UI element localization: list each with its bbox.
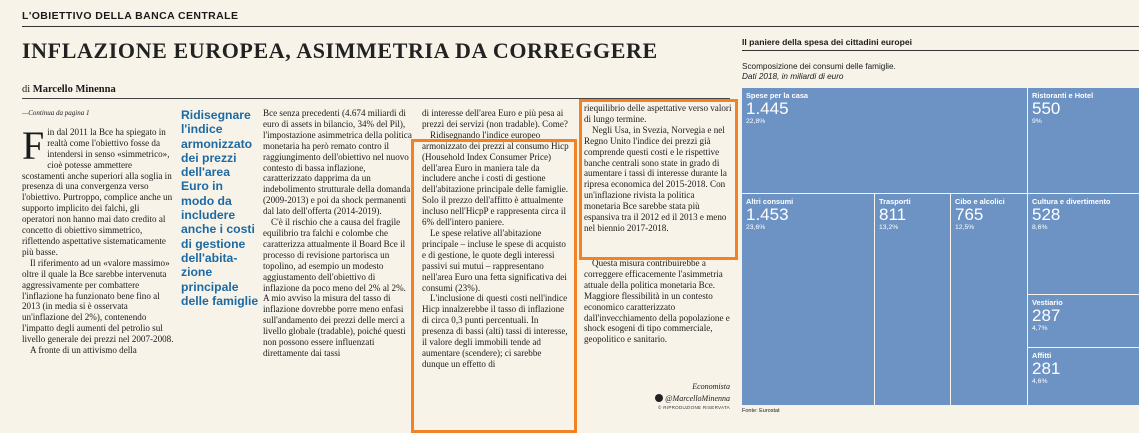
tile-share: 8,6% <box>1032 224 1048 231</box>
article-paragraph: di interesse dell'area Euro e più pesa ai prezzi dei servizi (non tradable). Come? <box>422 108 568 129</box>
tile-value: 550 <box>1032 99 1061 118</box>
treemap-tile <box>1028 348 1139 405</box>
graphic-title: Il paniere della spesa dei cittadini europei <box>742 37 913 47</box>
article-paragraph: riequilibrio delle aspettative verso valori di lungo termine. <box>584 103 732 124</box>
continued-note: —Continua da pagina 1 <box>22 109 90 117</box>
article-column-3 <box>263 108 413 428</box>
drop-cap: F <box>22 122 45 168</box>
treemap-tile <box>742 194 874 405</box>
author-role: Economista <box>692 382 730 391</box>
tile-value: 1.453 <box>746 205 789 224</box>
article-paragraph <box>22 122 174 258</box>
article-column-5-bottom <box>584 258 732 378</box>
highlight-box-usa <box>579 99 738 260</box>
article-paragraph: Ridisegnando l'indice europeo armonizzato dei prezzi al consumo Hicp (Household Index Consumer Price) dell'area Euro in maniera tale da includere anche i costi di gestione dell'abitazione principale delle famiglie. Solo il prezzo dell'affitto è attualmente incluso nell'HicpP e rappresenta circa il 6% dell'intero paniere. <box>422 129 569 228</box>
author-handle[interactable]: @MarcelloMinenna <box>655 394 730 403</box>
treemap-tile <box>875 194 950 405</box>
tile-label: Cibo e alcolici <box>955 197 1005 206</box>
tile-label: Affitti <box>1032 351 1052 360</box>
tile-label: Trasporti <box>879 197 911 206</box>
article-paragraph: Le spese relative all'abitazione principale – incluse le spese di acquisto e di gestione, le quote degli interessi passivi sui mutui – rappresentano nell'area Euro una fetta significativa dei consumi (23%). <box>422 227 567 293</box>
article-column-1 <box>22 108 174 428</box>
graphic-divider <box>742 50 1139 51</box>
treemap-tile <box>951 194 1027 405</box>
tile-label: Ristoranti e Hotel <box>1032 91 1094 100</box>
social-icon <box>655 394 663 402</box>
tile-share: 23,6% <box>746 224 766 231</box>
tile-share: 4,7% <box>1032 325 1048 332</box>
treemap-tile <box>1028 88 1139 193</box>
tile-value: 811 <box>879 205 907 224</box>
tile-share: 12,5% <box>955 224 975 231</box>
tile-value: 287 <box>1032 306 1061 325</box>
byline-prefix: di <box>22 84 31 95</box>
tile-label: Cultura e divertimento <box>1032 197 1111 206</box>
pull-quote: Ridisegnare l'indice armonizzato dei prezzi dell'area Euro in modo da includere anche i costi di gestione dell'abita- zione principale delle famiglie <box>181 108 259 308</box>
highlight-box-hicp <box>411 139 577 433</box>
tile-label: Spese per la casa <box>746 91 809 100</box>
treemap-tile <box>742 88 1027 193</box>
tile-label: Vestiario <box>1032 298 1063 307</box>
author-name: Marcello Minenna <box>32 84 116 95</box>
treemap-tile <box>1028 194 1139 294</box>
tile-share: 4,6% <box>1032 378 1048 385</box>
article-paragraph: Negli Usa, in Svezia, Norvegia e nel Regno Unito l'indice dei prezzi già comprende questi costi e le rispettive banche centrali sono state in grado di aumentare i tassi di interesse durante la ripresa economica del 2015-2018. Con un'inflazione rivista la politica monetaria Bce sarebbe stata più espansiva tra il 2012 ed il 2013 e meno nel biennio 2017-2018. <box>584 124 727 233</box>
section-kicker: L'OBIETTIVO DELLA BANCA CENTRALE <box>22 10 239 22</box>
article-paragraph: Questa misura contribuirebbe a correggere efficacemente l'asimmetria attuale della politica monetaria Bce. Maggiore flessibilità in un contesto economico caratterizzato dall'invecchiamento della popolazione e shock esogeni di tipo commerciale, geopolitico e sanitario. <box>584 258 730 345</box>
article-paragraph: Bce senza precedenti (4.674 miliardi di euro di assets in bilancio, 34% del Pil), l'impostazione asimmetrica della politica monetaria ha però remato contro il raggiungimento dell'obiettivo nel nuovo contesto di bassa inflazione, caratterizzato dapprima da un indebolimento strutturale della domanda (2009-2013) e poi da shock permanenti dal lato dell'offerta (2014-2019). <box>263 108 412 217</box>
tile-share: 22,8% <box>746 118 766 125</box>
graphic-unit-note: Dati 2018, in miliardi di euro <box>742 72 844 81</box>
article-paragraph: L'inclusione di questi costi nell'indice Hicp innalzerebbe il tasso di inflazione di circa 0,3 punti percentuali. In presenza di bassi (alti) tassi di interesse, il valore degli immobili tende ad aumentare (scendere); ci sarebbe dunque un effetto di <box>422 293 568 369</box>
article-paragraph: C'è il rischio che a causa del fragile equilibrio tra falchi e colombe che caratterizza attualmente il Board Bce il processo di revisione partorisca un topolino, ad esempio un modesto aggiustamento dell'obiettivo di inflazione da poco meno del 2% al 2%. A mio avviso la misura del tasso di inflazione dovrebbe porre meno enfasi sull'andamento dei prezzi delle merci a livello globale (tradable), poiché questi non possono essere influenzati direttamente dai tassi <box>263 217 406 358</box>
tile-label: Altri consumi <box>746 197 794 206</box>
tile-value: 528 <box>1032 205 1061 224</box>
article-headline: INFLAZIONE EUROPEA, ASIMMETRIA DA CORREGGERE <box>22 38 658 63</box>
tile-value: 1.445 <box>746 99 789 118</box>
treemap-tile <box>1028 295 1139 347</box>
byline <box>22 84 116 95</box>
paragraph-text: in dal 2011 la Bce ha spiegato in realtà come l'obiettivo fosse da intendersi in senso «simmetrico», cioè potesse ammettere scostamenti anche superiori alla soglia in presenza di una convergenza verso l'obiettivo. Purtroppo, complice anche un supporto implicito dei falchi, gli operatori non hanno mai dato credito al concetto di obiettivo simmetrico, riflettendo aspettative sistematicamente più basse. <box>22 126 173 257</box>
tile-share: 9% <box>1032 118 1042 125</box>
tile-share: 13,2% <box>879 224 899 231</box>
top-divider <box>22 26 1139 27</box>
graphic-subtitle: Scomposizione dei consumi delle famiglie. <box>742 62 896 71</box>
rights-notice: © RIPRODUZIONE RISERVATA <box>658 405 730 410</box>
article-paragraph: Il riferimento ad un «valore massimo» oltre il quale la Bce sarebbe intervenuta aggressivamente per combattere l'inflazione ha funzionato bene fino al 2013 (in media si è osservata un'inflazione del 2%), contenendo l'impatto degli aumenti del petrolio sul livello generale dei prezzi nel 2007-2008. <box>22 257 174 345</box>
article-paragraph: A fronte di un attivismo della <box>30 345 137 356</box>
graphic-source: Fonte: Eurostat <box>742 408 780 414</box>
tile-value: 281 <box>1032 359 1061 378</box>
tile-value: 765 <box>955 205 984 224</box>
